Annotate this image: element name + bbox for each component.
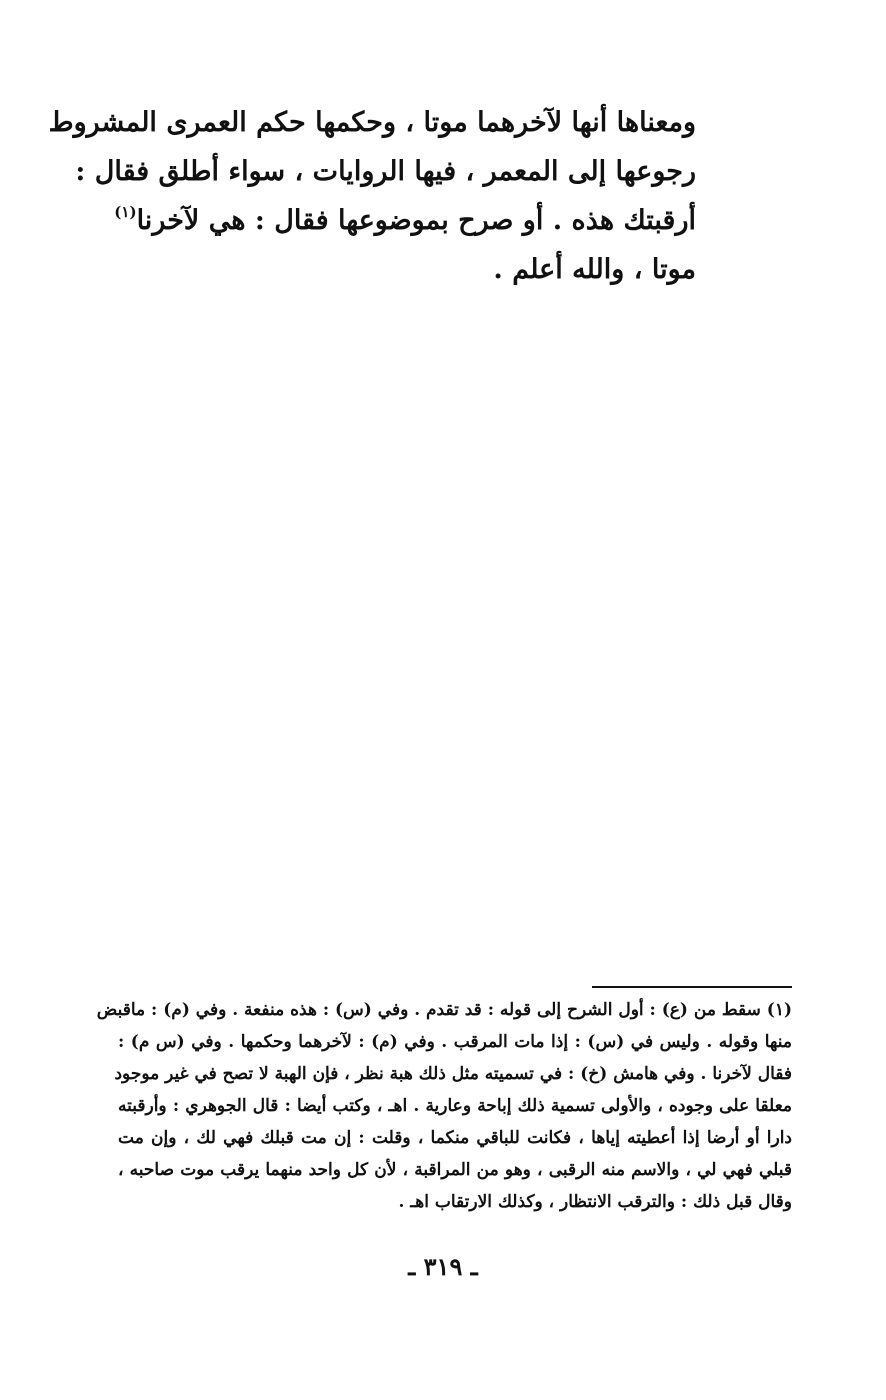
- footnotes: [96, 994, 792, 1218]
- page-number: ـ ٣١٩ ـ: [408, 1252, 478, 1281]
- body-line: ومعناها أنها لآخرهما موتا ، وحكمها حكم العمرى المشروط: [48, 107, 696, 138]
- footnote-line: قبلي فهي لي ، والاسم منه الرقبى ، وهو من المراقبة ، لأن كل واحد منهما يرقب موت صاحبه ،: [118, 1160, 792, 1180]
- body-line: موتا ، والله أعلم .: [493, 254, 696, 285]
- main-body-text: [48, 98, 696, 294]
- footnote-line: دارا أو أرضا إذا أعطيته إياها ، فكانت للباقي منكما ، وقلت : إن مت قبلك فهي لك ، وإن مت: [118, 1128, 792, 1148]
- footnote-line: منها وقوله . وليس في (س) : إذا مات المرقب . وفي (م) : لآخرهما وحكمها . وفي (س م) :: [118, 1032, 792, 1052]
- footnote-reference: (١): [114, 203, 137, 221]
- body-line-text: أرقبتك هذه . أو صرح بموضوعها فقال : هي لآخرنا: [136, 205, 696, 236]
- footnote-line: معلقا على وجوده ، والأولى تسمية ذلك إباحة وعارية . اهـ ، وكتب أيضا : قال الجوهري : وأرقبته: [118, 1096, 792, 1116]
- footnote-line: (١) سقط من (ع) : أول الشرح إلى قوله : قد تقدم . وفي (س) : هذه منفعة . وفي (م) : ماقبض: [96, 1000, 792, 1020]
- footnote-separator: [592, 986, 792, 988]
- footnote-line: وقال قبل ذلك : والترقب الانتظار ، وكذلك الارتقاب اهـ .: [398, 1192, 792, 1212]
- body-line: رجوعها إلى المعمر ، فيها الروايات ، سواء أطلق فقال :: [75, 156, 696, 187]
- footnote-line: فقال لآخرنا . وفي هامش (خ) : في تسميته مثل ذلك هبة نظر ، فإن الهبة لا تصح في غير موجود: [114, 1064, 792, 1084]
- body-line: [114, 196, 696, 245]
